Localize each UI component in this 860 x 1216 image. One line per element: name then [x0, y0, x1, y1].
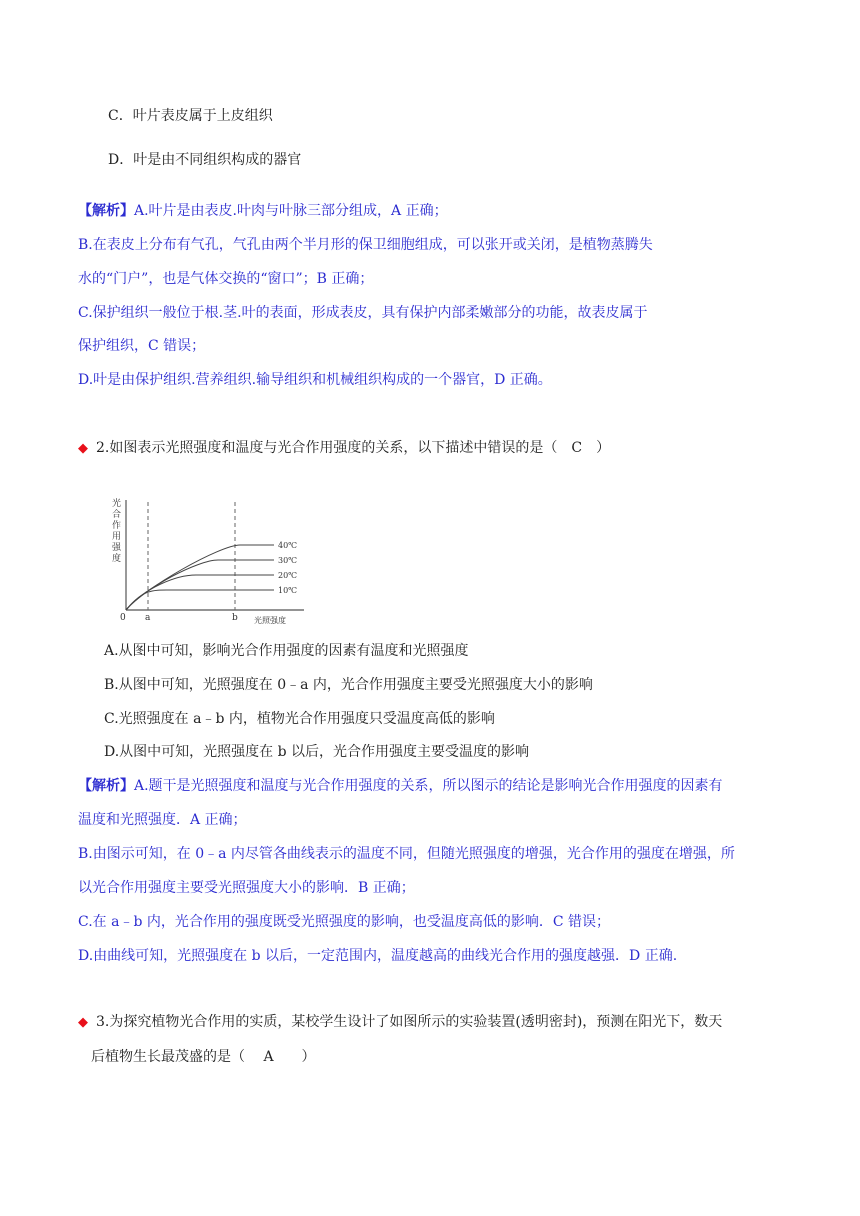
q3-stem-line-2: 后植物生长最茂盛的是（ A ）	[91, 1049, 316, 1065]
q2-analysis-tag: 【解析】	[78, 778, 134, 794]
x-axis-label: 光照强度	[254, 616, 286, 625]
q2-analysis-line-6: D.由曲线可知，光照强度在 b 以后，一定范围内，温度越高的曲线光合作用的强度越强．D 正确.	[78, 948, 678, 964]
diamond-marker-icon: ◆	[78, 441, 88, 456]
series-line	[126, 590, 274, 610]
q1-analysis-line-6: D.叶是由保护组织.营养组织.输导组织和机械组织构成的一个器官，D 正确。	[78, 372, 552, 388]
q1-analysis-line-4: C.保护组织一般位于根.茎.叶的表面，形成表皮，具有保护内部柔嫩部分的功能，故表皮属于	[78, 305, 648, 321]
q1-analysis-tag: 【解析】	[78, 203, 134, 219]
q2-analysis-line-4: 以光合作用强度主要受光照强度大小的影响．B 正确；	[78, 880, 415, 896]
q2-option-a: A.从图中可知，影响光合作用强度的因素有温度和光照强度	[104, 643, 469, 659]
y-axis-label-char: 强	[112, 543, 122, 553]
y-axis-label-char: 作	[112, 521, 122, 531]
y-axis-label	[112, 497, 122, 564]
photosynthesis-chart	[104, 494, 314, 626]
q3-stem-line-1: ◆ 3.为探究植物光合作用的实质，某校学生设计了如图所示的实验装置(透明密封)，预测在阳光下，数天	[78, 1014, 723, 1030]
diamond-marker-icon: ◆	[78, 1015, 88, 1030]
series-curves	[126, 541, 297, 610]
q2-analysis-line-1: 【解析】A.题干是光照强度和温度与光合作用强度的关系，所以图示的结论是影响光合作用强度的因素有	[78, 778, 723, 794]
x-mark-b: b	[232, 613, 238, 623]
y-axis-label-char: 用	[112, 532, 122, 542]
q2-analysis-line-5: C.在 a﹣b 内，光合作用的强度既受光照强度的影响，也受温度高低的影响．C 错误；	[78, 914, 611, 930]
y-axis-label-char: 合	[112, 510, 122, 520]
q1-analysis-line-3: 水的“门户”，也是气体交换的“窗口”；B 正确；	[78, 271, 374, 287]
origin-label: 0	[120, 613, 126, 623]
q1-analysis-line-5: 保护组织，C 错误；	[78, 338, 206, 354]
q1-analysis-line-2: B.在表皮上分布有气孔，气孔由两个半月形的保卫细胞组成，可以张开或关闭，是植物蒸腾失	[78, 237, 653, 253]
y-axis-label-char: 光	[112, 499, 122, 509]
q1-analysis-line-1: 【解析】A.叶片是由表皮.叶肉与叶脉三部分组成，A 正确；	[78, 203, 448, 219]
q2-option-b: B.从图中可知，光照强度在 0﹣a 内，光合作用强度主要受光照强度大小的影响	[104, 677, 593, 693]
q2-analysis-line-3: B.由图示可知，在 0﹣a 内尽管各曲线表示的温度不同，但随光照强度的增强，光合作用的强度在增强，所	[78, 846, 735, 862]
q1-option-d: D．叶是由不同组织构成的器官	[108, 152, 302, 168]
series-label: 10℃	[278, 586, 298, 595]
q2-analysis-line-2: 温度和光照强度．A 正确；	[78, 812, 247, 828]
y-axis-label-char: 度	[112, 554, 122, 564]
q2-option-c: C.光照强度在 a﹣b 内，植物光合作用强度只受温度高低的影响	[104, 711, 495, 727]
series-label: 30℃	[278, 556, 298, 565]
series-label: 40℃	[278, 541, 298, 550]
q1-option-c: C．叶片表皮属于上皮组织	[108, 108, 273, 124]
series-label: 20℃	[278, 571, 298, 580]
q2-stem: ◆ 2.如图表示光照强度和温度与光合作用强度的关系，以下描述中错误的是（ C ）	[78, 440, 611, 456]
x-mark-a: a	[145, 613, 151, 623]
q2-option-d: D.从图中可知，光照强度在 b 以后，光合作用强度主要受温度的影响	[104, 744, 530, 760]
